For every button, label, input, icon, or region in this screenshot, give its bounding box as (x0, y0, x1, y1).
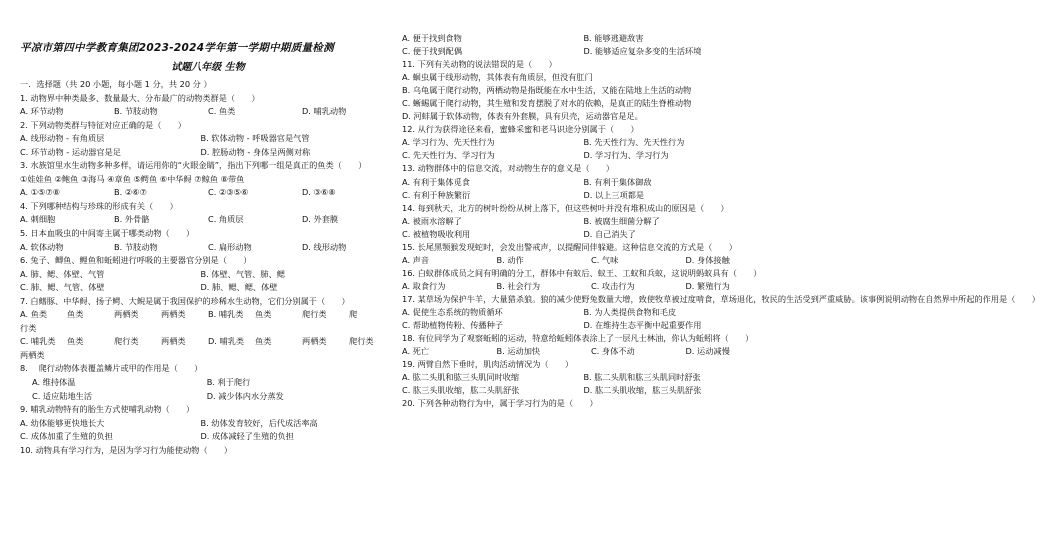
question-13: 13. 动物群体中的信息交流，对动物生存的意义是（ ） (402, 163, 615, 174)
question-7: 7. 白鳍豚、中华鲟、扬子鳄、大鲵是属于我国保护的珍稀水生动物，它们分别属于（ ） (20, 295, 350, 306)
option-part: 鱼类 (67, 309, 84, 320)
option-part: 爬 (349, 309, 358, 320)
option: B. 社会行为 (496, 280, 541, 291)
q17-options-row2 (402, 319, 780, 332)
option: D. 外套膜 (302, 214, 339, 225)
option: C. 扁形动物 (208, 241, 252, 252)
option: A. 便于找到食物 (402, 33, 462, 43)
q2-options-row2 (20, 146, 396, 160)
option: D. 自己消失了 (583, 228, 636, 239)
question-10: 10. 动物具有学习行为，是因为学习行为能使动物（ ） (20, 444, 233, 455)
option-part: 鱼类 (67, 336, 84, 347)
question-9: 9. 哺乳动物特有的胎生方式使哺乳动物（ ） (20, 404, 195, 415)
q14-options-row2 (402, 228, 780, 241)
question-12: 12. 从行为获得途径来看，蜜蜂采蜜和老马识途分别属于（ ） (402, 124, 639, 135)
option: D. 肱二头肌收缩，肱三头肌舒张 (583, 385, 702, 396)
q17-options-row1 (402, 306, 780, 319)
question-11: 11. 下列有关动物的说法错误的是（ ） (402, 59, 557, 70)
option: A. 软体动物 (20, 241, 64, 252)
option-part: 爬行类 (114, 336, 139, 347)
option: B. 能够逃避敌害 (583, 33, 644, 43)
option: B. 节肢动物 (114, 106, 158, 117)
q8-options-row2 (20, 390, 396, 404)
option: C. 被植物吸收利用 (402, 228, 471, 239)
option: D. 以上三项都是 (583, 189, 645, 200)
question-6: 6. 兔子、鲫鱼、鲤鱼和蚯蚓进行呼吸的主要器官分别是（ ） (20, 255, 252, 266)
option: C. 适应陆地生活 (32, 390, 93, 401)
option: D. 河蚌属于软体动物，体表有外套膜，具有贝壳，运动器官是足。 (402, 111, 643, 122)
option: B. 运动加快 (496, 346, 541, 357)
q14-options-row1 (402, 215, 780, 228)
section-heading: 一．选择题（共 20 小题，每小题 1 分，共 20 分 ） (20, 79, 212, 89)
q9-options-row2 (20, 430, 396, 444)
option: C. 便于找到配偶 (402, 46, 463, 57)
option: A. 被雨水溶解了 (402, 215, 462, 226)
q19-options-row2 (402, 384, 780, 397)
question-5: 5. 日本血吸虫的中间寄主属于哪类动物（ ） (20, 228, 195, 239)
right-column (402, 32, 1040, 410)
question-16: 16. 白蚁群体成员之间有明确的分工，群体中有蚁后、蚁王、工蚁和兵蚁，这说明蚂蚁具有（ ） (402, 267, 762, 278)
option: A. 死亡 (402, 346, 430, 357)
option: C. 哺乳类 (20, 336, 56, 347)
q7-options-row2-tail: 两栖类 (20, 349, 45, 360)
option: C. 肱三头肌收缩，肱二头肌舒张 (402, 385, 520, 396)
q1-options (20, 105, 396, 119)
option-part: 两栖类 (114, 309, 139, 320)
question-8: 8. 爬行动物体表覆盖鳞片或甲的作用是（ ） (20, 363, 203, 374)
option: A. 促使生态系统的物质循环 (402, 306, 503, 317)
exam-title: 平凉市第四中学教育集团2023-2024学年第一学期中期质量检测 (20, 42, 334, 54)
q7-options-row1-tail: 行类 (20, 322, 37, 333)
option: C. 先天性行为、学习行为 (402, 150, 495, 161)
option: A. 肱二头肌和肱三头肌同时收缩 (402, 372, 520, 383)
option: C. 攻击行为 (591, 280, 635, 291)
option: D. 身体接触 (685, 254, 730, 265)
option: A. 维持体温 (32, 377, 76, 388)
question-1: 1. 动物界中种类最多、数量最大、分布最广的动物类群是（ ） (20, 92, 260, 103)
option-part: 鱼类 (255, 309, 272, 320)
option: B. 软体动物 - 呼吸器官是气管 (200, 133, 310, 144)
exam-subtitle: 试题八年级 生物 (171, 62, 245, 73)
option: B. 体壁、气管、肺、鳃 (200, 268, 285, 279)
question-18: 18. 有位同学为了观察蚯蚓的运动，特意给蚯蚓体表涂上了一层凡士林油，你认为蚯蚓将（ ） (402, 333, 754, 344)
q16-options (402, 280, 780, 293)
option: A. 声音 (402, 254, 430, 265)
option: A. 鱼类 (20, 309, 48, 320)
option: B. 幼体发育较好，后代成活率高 (200, 417, 318, 428)
option-part: 鱼类 (255, 336, 272, 347)
option: B. 外骨骼 (114, 214, 150, 225)
q5-options (20, 241, 396, 255)
question-3: 3. 水族馆里水生动物多种多样，请运用你的“火眼金睛”，指出下列哪一组是真正的鱼类（ ） (20, 160, 367, 171)
question-19: 19. 两臂自然下垂时，肌肉活动情况为（ ） (402, 359, 574, 370)
option: D. 减少体内水分蒸发 (206, 390, 284, 401)
option: C. 有利于种族繁衍 (402, 189, 471, 200)
option: B. 动作 (496, 254, 524, 265)
option: C. 气味 (591, 254, 619, 265)
question-15: 15. 长尾黑颚猴发现蛇时，会发出警戒声，以提醒同伴躲避。这种信息交流的方式是（ ） (402, 241, 737, 252)
option: D. 学习行为、学习行为 (583, 150, 669, 161)
option: D. 肺、鳃、鳃、体壁 (200, 282, 278, 293)
option: B. 利于爬行 (206, 377, 251, 388)
option: D. 能够适应复杂多变的生活环境 (583, 46, 702, 57)
question-20: 20. 下列各种动物行为中，属于学习行为的是（ ） (402, 398, 598, 409)
q10-options-row2 (402, 45, 780, 58)
q13-options-row2 (402, 189, 780, 202)
option: D. 哺乳动物 (302, 106, 347, 117)
q12-options-row1 (402, 136, 780, 149)
option: B. 哺乳类 (208, 309, 244, 320)
option: B. ②⑥⑦ (114, 187, 147, 198)
q18-options (402, 345, 780, 358)
option: D. 腔肠动物 - 身体呈两侧对称 (200, 146, 311, 157)
question-2: 2. 下列动物类群与特征对应正确的是（ ） (20, 119, 186, 130)
option: A. 环节动物 (20, 106, 64, 117)
q9-options-row1 (20, 417, 396, 431)
option: B. 节肢动物 (114, 241, 158, 252)
q12-options-row2 (402, 149, 780, 162)
option-part: 爬行类 (302, 309, 327, 320)
q3-items: ①娃娃鱼 ②鲍鱼 ③海马 ④章鱼 ⑤鳄鱼 ⑥中华鲟 ⑦鲸鱼 ⑧带鱼 (20, 173, 245, 184)
q3-options (20, 186, 396, 200)
q10-options-row1 (402, 32, 780, 45)
q7-options-row2 (20, 335, 396, 349)
option: D. ③⑥⑧ (302, 187, 336, 198)
option: B. 有利于集体御敌 (583, 176, 652, 187)
q2-options-row1 (20, 132, 396, 146)
option: C. 肺、鳃、气管、体壁 (20, 282, 105, 293)
left-column (20, 30, 396, 457)
option: B. 为人类提供食物和毛皮 (583, 306, 677, 317)
option-part: 爬行类 (349, 336, 374, 347)
option: A. 有利于集体觅食 (402, 176, 470, 187)
option: B. 先天性行为、先天性行为 (583, 137, 685, 148)
option: A. 刺细胞 (20, 214, 56, 225)
option: C. 角质层 (208, 214, 244, 225)
q6-options-row1 (20, 268, 396, 282)
option: C. 成体加重了生殖的负担 (20, 431, 113, 442)
option: C. 身体不动 (591, 346, 635, 357)
option: D. 繁殖行为 (685, 280, 730, 291)
option: C. ②③⑤⑥ (208, 187, 249, 198)
option: D. 在维持生态平衡中起重要作用 (583, 320, 702, 331)
option: A. 取食行为 (402, 280, 446, 291)
question-17: 17. 某草场为保护牛羊，大量猎杀狼。狼的减少使野兔数量大增，致使牧草被过度啃食，草场退化，牧民的生活受到严重威胁。该事例说明动物在自然界中所起的作用是（ ） (402, 293, 1040, 304)
question-4: 4. 下列哪种结构与珍珠的形成有关（ ） (20, 200, 178, 211)
option: A. 蛔虫属于线形动物，其体表有角质层，但没有肛门 (402, 72, 593, 83)
option: C. 帮助植物传粉、传播种子 (402, 320, 503, 331)
q15-options (402, 254, 780, 267)
option: B. 乌龟属于爬行动物，两栖动物是指既能在水中生活，又能在陆地上生活的动物 (402, 85, 692, 96)
option: D. 运动减慢 (685, 346, 730, 357)
option: C. 蜥蜴属于爬行动物，其生殖和发育摆脱了对水的依赖，是真正的陆生脊椎动物 (402, 98, 692, 109)
q7-options-row1 (20, 308, 396, 322)
q19-options-row1 (402, 371, 780, 384)
option: B. 肱二头肌和肱三头肌同时舒张 (583, 372, 701, 383)
option-part: 两栖类 (161, 336, 186, 347)
option: A. 线形动物 - 有角质层 (20, 133, 105, 144)
option: D. 线形动物 (302, 241, 347, 252)
q13-options-row1 (402, 176, 780, 189)
option: A. ①⑤⑦⑧ (20, 187, 61, 198)
option-part: 两栖类 (302, 336, 327, 347)
option-part: 两栖类 (161, 309, 186, 320)
option: C. 鱼类 (208, 106, 236, 117)
q6-options-row2 (20, 281, 396, 295)
option: A. 学习行为、先天性行为 (402, 137, 495, 148)
option: B. 被腐生细菌分解了 (583, 215, 660, 226)
option: D. 成体减轻了生殖的负担 (200, 431, 294, 442)
option: A. 肺、鳃、体壁、气管 (20, 268, 105, 279)
q8-options-row1 (20, 376, 396, 390)
q4-options (20, 213, 396, 227)
option: D. 哺乳类 (208, 336, 245, 347)
option: C. 环节动物 - 运动器官是足 (20, 146, 121, 157)
option: A. 幼体能够更快地长大 (20, 417, 105, 428)
question-14: 14. 每到秋天，北方的树叶纷纷从树上落下，但这些树叶并没有堆积成山的原因是（ ） (402, 202, 729, 213)
